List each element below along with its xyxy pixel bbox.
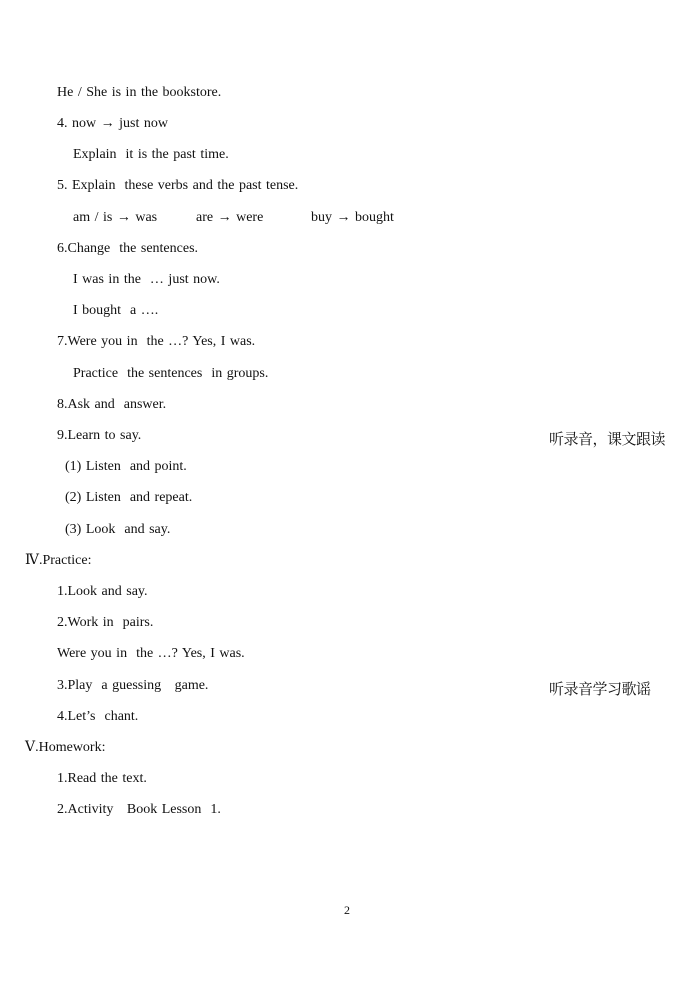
verb-pair: buy → bought [311, 210, 394, 225]
text-line: 5. Explain these verbs and the past tense. [57, 178, 299, 193]
text-line: (1) Listen and point. [65, 459, 187, 474]
verb-pair: are → were [196, 210, 264, 225]
text-line: 8.Ask and answer. [57, 397, 167, 412]
side-note: 听录音学习歌谣 [549, 680, 651, 698]
section-heading: Ⅴ.Homework: [25, 740, 106, 755]
text-line: 7.Were you in the …? Yes, I was. [57, 334, 256, 349]
text-line: He / She is in the bookstore. [57, 85, 222, 100]
text-line: (2) Listen and repeat. [65, 490, 193, 505]
text-line: I was in the … just now. [73, 272, 220, 287]
text-line: Explain it is the past time. [73, 147, 229, 162]
text-line: 3.Play a guessing game. [57, 678, 209, 693]
text-line: 1.Look and say. [57, 584, 148, 599]
text-line: 6.Change the sentences. [57, 241, 199, 256]
text-line: 2.Activity Book Lesson 1. [57, 802, 221, 817]
text-line: (3) Look and say. [65, 522, 171, 537]
text-line: 1.Read the text. [57, 771, 147, 786]
verb-pair: am / is → was [73, 210, 158, 225]
page-number: 2 [344, 903, 350, 917]
text-line: I bought a …. [73, 303, 159, 318]
text-line: 4. now → just now [57, 116, 168, 131]
text-line: Practice the sentences in groups. [73, 366, 269, 381]
text-line: Were you in the …? Yes, I was. [57, 646, 245, 661]
text-line: 2.Work in pairs. [57, 615, 154, 630]
side-note: 听录音，课文跟读 [549, 430, 666, 448]
section-heading: Ⅳ.Practice: [25, 553, 92, 568]
text-line: 4.Let’s chant. [57, 709, 139, 724]
text-line: 9.Learn to say. [57, 428, 142, 443]
